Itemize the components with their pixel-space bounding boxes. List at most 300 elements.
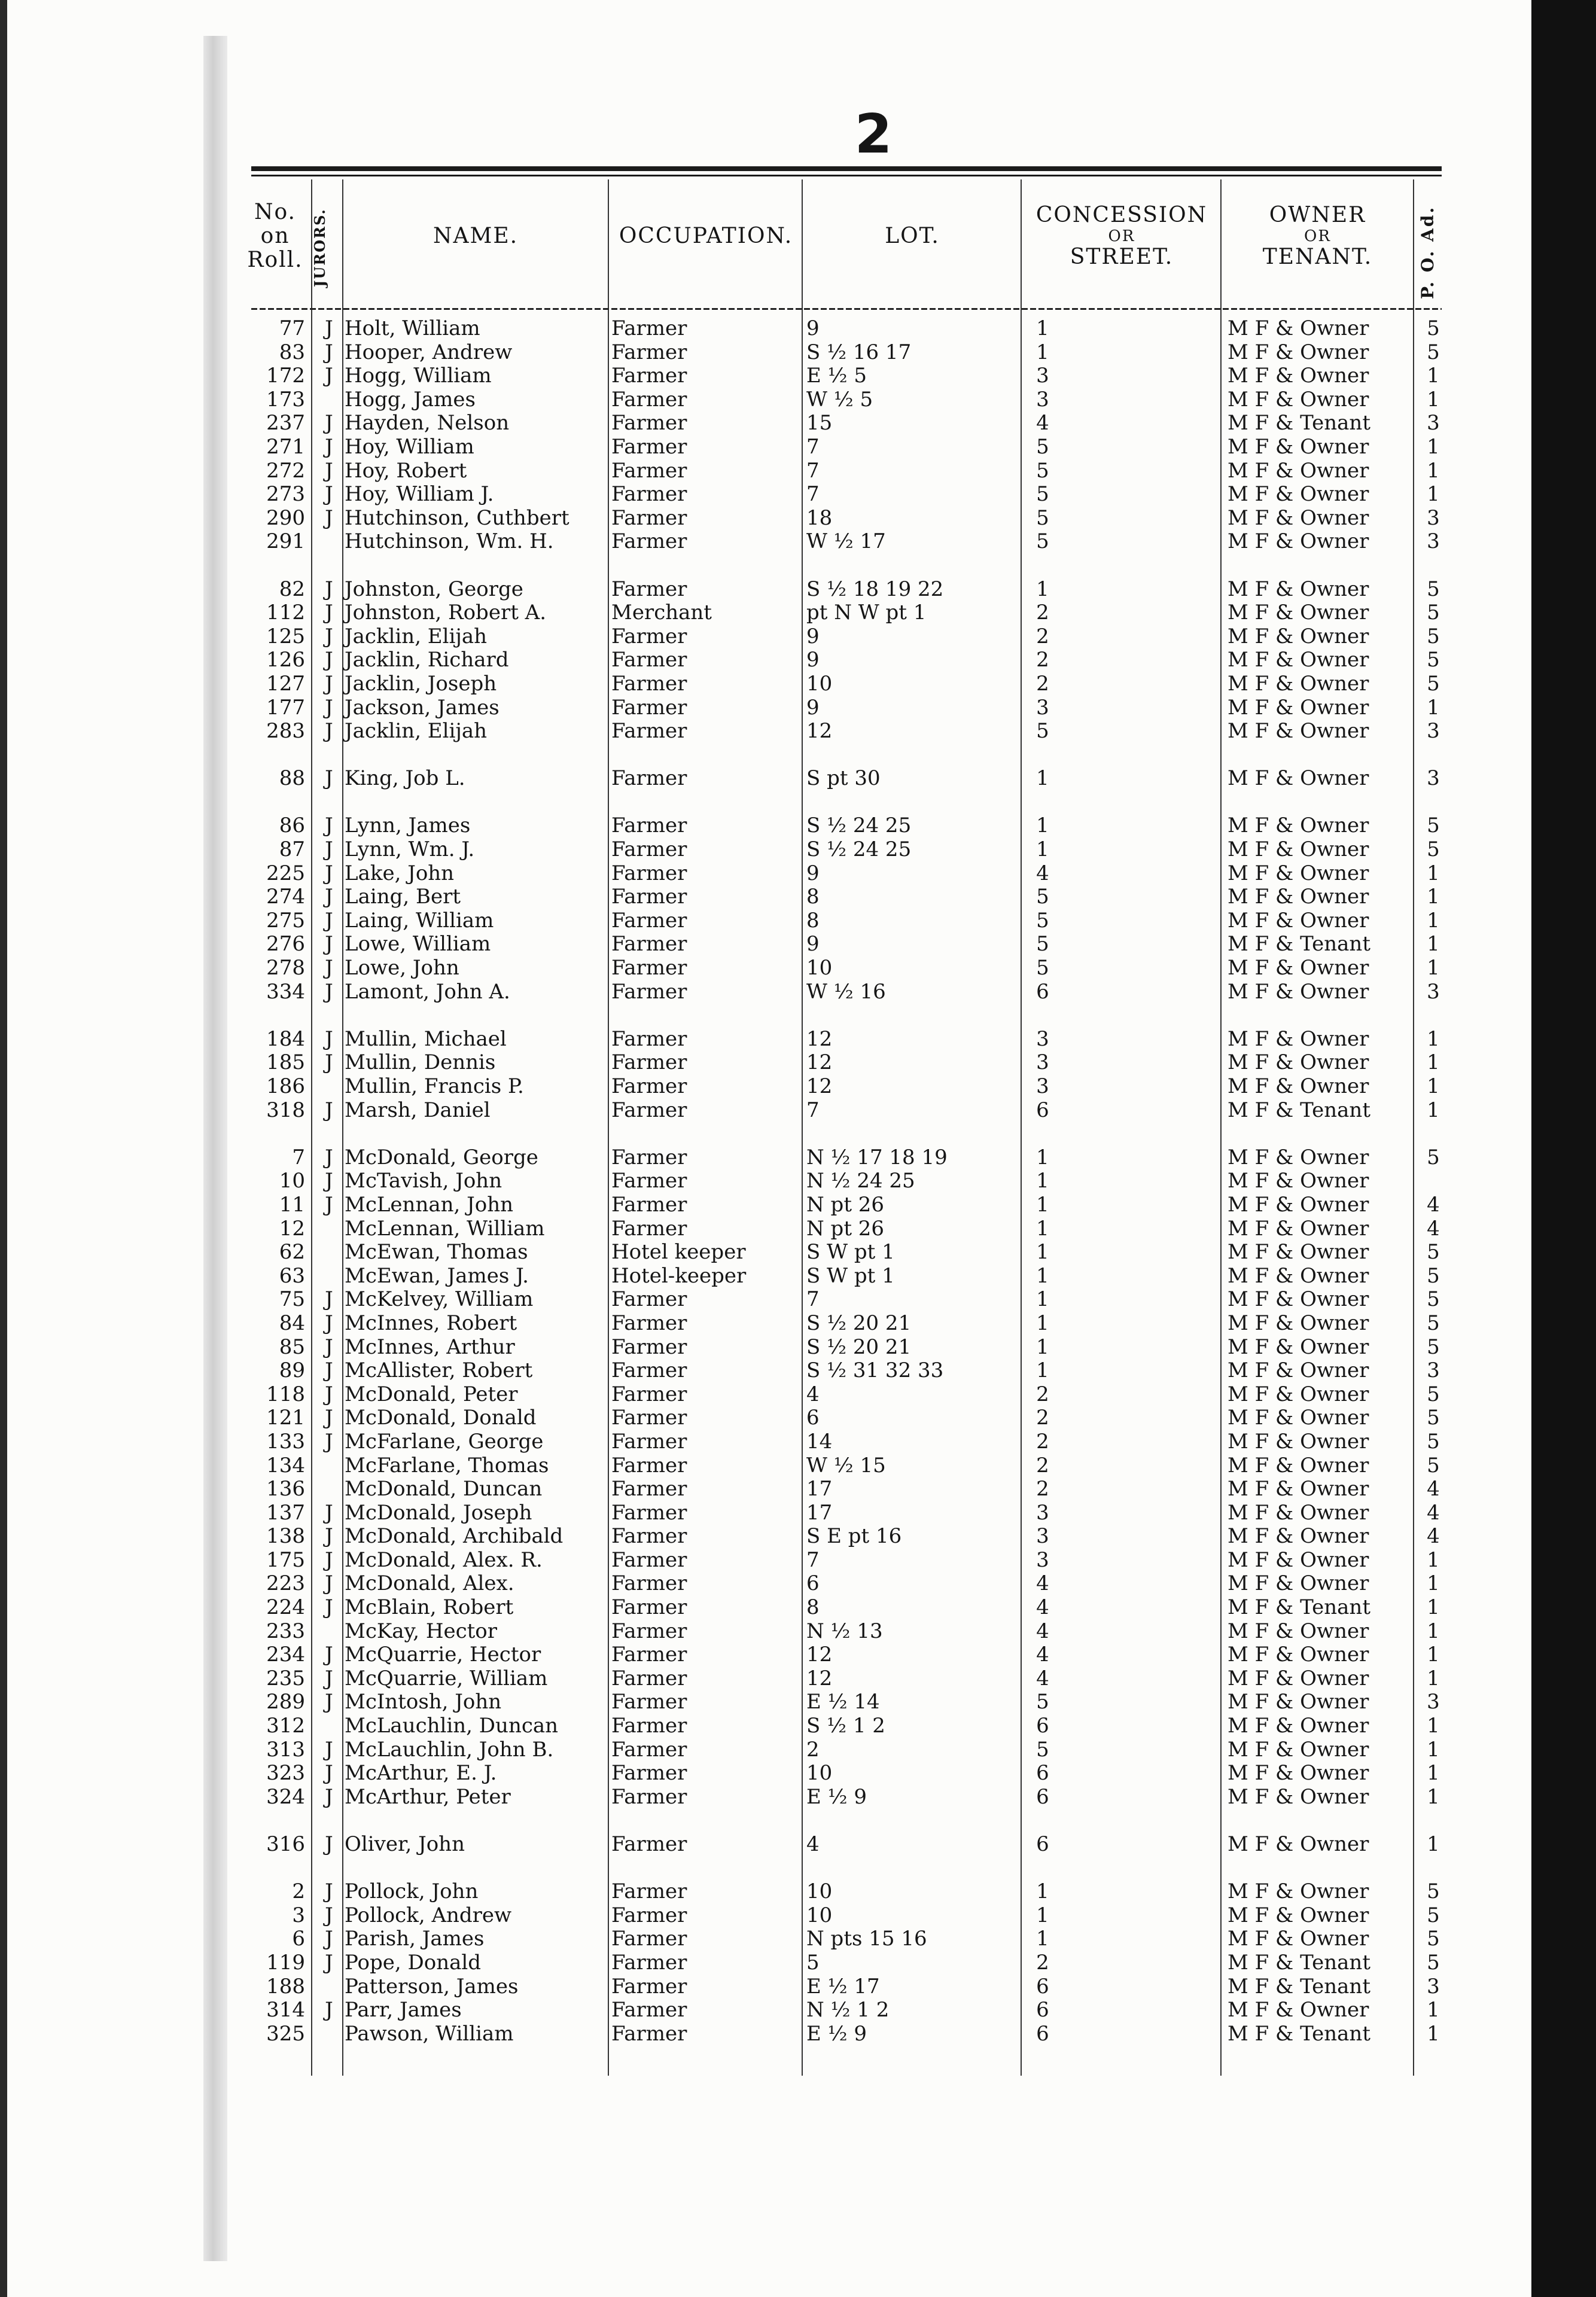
lot: 12 [806, 1666, 833, 1690]
po-address: 1 [1427, 1761, 1440, 1786]
lot: 7 [806, 1547, 820, 1572]
lot: W ½ 15 [806, 1453, 886, 1477]
po-address: 5 [1427, 340, 1440, 364]
concession: 6 [1036, 2021, 1049, 2046]
page-number: 2 [854, 103, 893, 166]
juror-mark: J [325, 411, 333, 435]
person-name: Marsh, Daniel [345, 1098, 491, 1122]
person-name: Lynn, James [345, 814, 471, 838]
person-name: Oliver, John [345, 1832, 465, 1856]
roll-number: 316 [266, 1832, 305, 1856]
row-spacer [0, 554, 1531, 578]
roll-number: 77 [279, 316, 305, 340]
occupation: Farmer [611, 885, 687, 909]
table-row [0, 1738, 1531, 1762]
roll-number: 324 [266, 1784, 305, 1809]
occupation: Farmer [611, 1287, 687, 1312]
roll-number: 11 [279, 1192, 305, 1217]
po-address: 1 [1427, 387, 1440, 412]
header-lot: LOT. [885, 224, 940, 248]
juror-mark: J [325, 1547, 333, 1572]
header-name: NAME. [432, 224, 519, 248]
table-row [0, 1241, 1531, 1265]
person-name: Lowe, William [345, 932, 491, 956]
roll-number: 275 [266, 908, 305, 933]
table-row [0, 1786, 1531, 1809]
occupation: Farmer [611, 364, 687, 388]
roll-number: 273 [266, 482, 305, 507]
po-address: 3 [1427, 1690, 1440, 1714]
roll-number: 112 [266, 601, 305, 625]
occupation: Farmer [611, 908, 687, 933]
occupation: Farmer [611, 1382, 687, 1406]
occupation: Farmer [611, 671, 687, 696]
occupation: Farmer [611, 1714, 687, 1738]
lot: S ½ 18 19 22 [806, 577, 944, 601]
header-po-address: P. O. Ad. [1418, 205, 1437, 299]
roll-number: 185 [266, 1050, 305, 1075]
lot: S ½ 24 25 [806, 814, 912, 838]
concession: 5 [1036, 885, 1049, 909]
person-name: Hutchinson, Wm. H. [345, 529, 554, 554]
po-address: 5 [1427, 601, 1440, 625]
lot: S ½ 31 32 33 [806, 1358, 944, 1383]
person-name: McInnes, Arthur [345, 1335, 515, 1359]
owner-status: M F & Owner [1228, 1074, 1369, 1098]
occupation: Farmer [611, 1477, 687, 1501]
owner-status: M F & Owner [1228, 1335, 1369, 1359]
roll-number: 63 [279, 1263, 305, 1288]
po-address: 1 [1427, 1737, 1440, 1762]
owner-status: M F & Owner [1228, 1927, 1369, 1951]
concession: 5 [1036, 1737, 1049, 1762]
po-address: 5 [1427, 1240, 1440, 1265]
occupation: Farmer [611, 1026, 687, 1051]
person-name: McInnes, Robert [345, 1311, 517, 1335]
concession: 1 [1036, 1216, 1049, 1241]
table-row [0, 1762, 1531, 1786]
roll-number: 6 [292, 1927, 305, 1951]
owner-status: M F & Owner [1228, 766, 1369, 791]
owner-status: M F & Owner [1228, 1311, 1369, 1335]
concession: 3 [1036, 387, 1049, 412]
table-row [0, 1596, 1531, 1620]
owner-status: M F & Owner [1228, 364, 1369, 388]
juror-mark: J [325, 1026, 333, 1051]
juror-mark: J [325, 577, 333, 601]
lot: 17 [806, 1500, 833, 1525]
table-row [0, 980, 1531, 1004]
table-row [0, 483, 1531, 507]
roll-number: 75 [279, 1287, 305, 1312]
roll-table [0, 317, 1531, 2046]
juror-mark: J [325, 671, 333, 696]
po-address: 1 [1427, 2021, 1440, 2046]
lot: W ½ 17 [806, 529, 886, 554]
table-row [0, 862, 1531, 886]
lot: N ½ 17 18 19 [806, 1145, 948, 1169]
po-address: 1 [1427, 908, 1440, 933]
row-spacer [0, 744, 1531, 767]
juror-mark: J [325, 364, 333, 388]
lot: S ½ 20 21 [806, 1335, 912, 1359]
juror-mark: J [325, 1429, 333, 1454]
owner-status: M F & Owner [1228, 505, 1369, 530]
po-address: 1 [1427, 861, 1440, 885]
po-address: 5 [1427, 1453, 1440, 1477]
owner-status: M F & Owner [1228, 340, 1369, 364]
lot: 6 [806, 1406, 820, 1430]
roll-number: 133 [266, 1429, 305, 1454]
lot: 8 [806, 1595, 820, 1620]
juror-mark: J [325, 1406, 333, 1430]
juror-mark: J [325, 766, 333, 791]
person-name: Jacklin, Elijah [345, 719, 488, 744]
header-concession: CONCESSION OR STREET. [1035, 203, 1208, 269]
lot: 9 [806, 316, 820, 340]
lot: 14 [806, 1429, 833, 1454]
roll-number: 84 [279, 1311, 305, 1335]
occupation: Farmer [611, 1974, 687, 1999]
table-row [0, 1904, 1531, 1928]
table-row [0, 933, 1531, 956]
concession: 2 [1036, 1406, 1049, 1430]
table-row [0, 2022, 1531, 2046]
concession: 2 [1036, 624, 1049, 648]
occupation: Farmer [611, 956, 687, 980]
person-name: McDonald, Alex. R. [345, 1547, 543, 1572]
owner-status: M F & Owner [1228, 1026, 1369, 1051]
table-row [0, 1549, 1531, 1573]
roll-number: 334 [266, 979, 305, 1004]
lot: 2 [806, 1737, 820, 1762]
roll-number: 272 [266, 458, 305, 483]
roll-number: 83 [279, 340, 305, 364]
table-row [0, 1454, 1531, 1478]
lot: 4 [806, 1832, 820, 1856]
po-address: 1 [1427, 1643, 1440, 1667]
table-row [0, 1667, 1531, 1691]
lot: S ½ 24 25 [806, 837, 912, 862]
table-row [0, 1312, 1531, 1336]
person-name: Lowe, John [345, 956, 459, 980]
roll-number: 323 [266, 1761, 305, 1786]
person-name: McDonald, George [345, 1145, 538, 1169]
lot: E ½ 9 [806, 2021, 867, 2046]
concession: 1 [1036, 814, 1049, 838]
lot: 8 [806, 908, 820, 933]
person-name: Parr, James [345, 1998, 462, 2022]
po-address: 1 [1427, 1998, 1440, 2022]
owner-status: M F & Tenant [1228, 1098, 1370, 1122]
table-row [0, 1643, 1531, 1667]
juror-mark: J [325, 1524, 333, 1549]
header-jurors: JURORS. [311, 208, 328, 287]
po-address: 3 [1427, 1974, 1440, 1999]
concession: 1 [1036, 1287, 1049, 1312]
concession: 1 [1036, 1903, 1049, 1927]
person-name: McQuarrie, William [345, 1666, 548, 1690]
po-address: 1 [1427, 1714, 1440, 1738]
roll-number: 274 [266, 885, 305, 909]
person-name: McLauchlin, Duncan [345, 1714, 559, 1738]
roll-number: 283 [266, 719, 305, 744]
concession: 5 [1036, 932, 1049, 956]
roll-number: 318 [266, 1098, 305, 1122]
juror-mark: J [325, 1287, 333, 1312]
lot: 12 [806, 1050, 833, 1075]
person-name: Laing, William [345, 908, 494, 933]
table-row [0, 1028, 1531, 1052]
lot: E ½ 17 [806, 1974, 880, 1999]
person-name: McFarlane, Thomas [345, 1453, 549, 1477]
roll-number: 126 [266, 648, 305, 672]
juror-mark: J [325, 648, 333, 672]
juror-mark: J [325, 1098, 333, 1122]
po-address: 1 [1427, 1547, 1440, 1572]
person-name: McLennan, John [345, 1192, 514, 1217]
concession: 3 [1036, 1026, 1049, 1051]
lot: S E pt 16 [806, 1524, 902, 1549]
concession: 2 [1036, 1453, 1049, 1477]
lot: 10 [806, 956, 833, 980]
occupation: Farmer [611, 932, 687, 956]
concession: 3 [1036, 1500, 1049, 1525]
lot: 10 [806, 1879, 833, 1904]
juror-mark: J [325, 482, 333, 507]
po-address: 3 [1427, 529, 1440, 554]
po-address: 1 [1427, 932, 1440, 956]
juror-mark: J [325, 1500, 333, 1525]
lot: 7 [806, 434, 820, 459]
roll-number: 137 [266, 1500, 305, 1525]
owner-status: M F & Owner [1228, 1050, 1369, 1075]
occupation: Farmer [611, 1547, 687, 1572]
po-address: 3 [1427, 979, 1440, 1004]
owner-status: M F & Owner [1228, 1998, 1369, 2022]
header-rule [251, 308, 1442, 310]
owner-status: M F & Owner [1228, 1784, 1369, 1809]
roll-number: 237 [266, 411, 305, 435]
po-address: 5 [1427, 1335, 1440, 1359]
roll-number: 314 [266, 1998, 305, 2022]
owner-status: M F & Owner [1228, 908, 1369, 933]
table-row [0, 1525, 1531, 1549]
po-address: 1 [1427, 1026, 1440, 1051]
table-row [0, 1217, 1531, 1241]
row-spacer [0, 1857, 1531, 1881]
po-address: 1 [1427, 1619, 1440, 1643]
owner-status: M F & Tenant [1228, 1595, 1370, 1620]
table-row [0, 1620, 1531, 1644]
occupation: Farmer [611, 1761, 687, 1786]
owner-status: M F & Owner [1228, 1358, 1369, 1383]
occupation: Farmer [611, 1500, 687, 1525]
roll-number: 118 [266, 1382, 305, 1406]
owner-status: M F & Tenant [1228, 1974, 1370, 1999]
occupation: Farmer [611, 505, 687, 530]
concession: 1 [1036, 1192, 1049, 1217]
juror-mark: J [325, 1998, 333, 2022]
occupation: Farmer [611, 1903, 687, 1927]
lot: pt N W pt 1 [806, 601, 927, 625]
lot: S ½ 20 21 [806, 1311, 912, 1335]
roll-number: 85 [279, 1335, 305, 1359]
occupation: Merchant [611, 601, 712, 625]
owner-status: M F & Owner [1228, 861, 1369, 885]
owner-status: M F & Owner [1228, 695, 1369, 720]
juror-mark: J [325, 1832, 333, 1856]
owner-status: M F & Owner [1228, 1547, 1369, 1572]
roll-number: 312 [266, 1714, 305, 1738]
lot: 6 [806, 1571, 820, 1596]
owner-status: M F & Tenant [1228, 1950, 1370, 1975]
concession: 3 [1036, 1524, 1049, 1549]
lot: S W pt 1 [806, 1263, 895, 1288]
concession: 6 [1036, 1761, 1049, 1786]
owner-status: M F & Tenant [1228, 2021, 1370, 2046]
lot: 12 [806, 719, 833, 744]
row-spacer [0, 1004, 1531, 1028]
table-row [0, 1359, 1531, 1383]
roll-number: 136 [266, 1477, 305, 1501]
table-row [0, 1572, 1531, 1596]
roll-number: 2 [292, 1879, 305, 1904]
juror-mark: J [325, 601, 333, 625]
table-row [0, 435, 1531, 459]
person-name: Jacklin, Richard [345, 648, 509, 672]
table-row [0, 388, 1531, 412]
table-row [0, 1169, 1531, 1193]
person-name: Mullin, Francis P. [345, 1074, 524, 1098]
roll-number: 86 [279, 814, 305, 838]
owner-status: M F & Owner [1228, 1429, 1369, 1454]
concession: 3 [1036, 364, 1049, 388]
occupation: Farmer [611, 411, 687, 435]
occupation: Farmer [611, 814, 687, 838]
juror-mark: J [325, 719, 333, 744]
owner-status: M F & Owner [1228, 1192, 1369, 1217]
table-row [0, 909, 1531, 933]
person-name: Hoy, William [345, 434, 474, 459]
concession: 4 [1036, 1595, 1049, 1620]
person-name: Jacklin, Joseph [345, 671, 497, 696]
lot: 10 [806, 671, 833, 696]
owner-status: M F & Owner [1228, 1761, 1369, 1786]
juror-mark: J [325, 1335, 333, 1359]
row-spacer [0, 1122, 1531, 1146]
concession: 1 [1036, 1240, 1049, 1265]
occupation: Farmer [611, 1098, 687, 1122]
juror-mark: J [325, 1643, 333, 1667]
occupation: Farmer [611, 1311, 687, 1335]
occupation: Farmer [611, 766, 687, 791]
table-row [0, 412, 1531, 435]
po-address: 5 [1427, 814, 1440, 838]
lot: E ½ 14 [806, 1690, 880, 1714]
occupation: Farmer [611, 1927, 687, 1951]
person-name: Lynn, Wm. J. [345, 837, 475, 862]
lot: W ½ 5 [806, 387, 873, 412]
juror-mark: J [325, 1311, 333, 1335]
table-row [0, 317, 1531, 341]
occupation: Farmer [611, 1050, 687, 1075]
lot: 12 [806, 1074, 833, 1098]
concession: 6 [1036, 1784, 1049, 1809]
roll-number: 121 [266, 1406, 305, 1430]
table-row [0, 956, 1531, 980]
occupation: Farmer [611, 1879, 687, 1904]
roll-number: 278 [266, 956, 305, 980]
po-address: 4 [1427, 1477, 1440, 1501]
occupation: Farmer [611, 1074, 687, 1098]
lot: N pts 15 16 [806, 1927, 927, 1951]
po-address: 1 [1427, 364, 1440, 388]
person-name: Pope, Donald [345, 1950, 482, 1975]
person-name: McKay, Hector [345, 1619, 498, 1643]
po-address: 1 [1427, 1571, 1440, 1596]
roll-number: 224 [266, 1595, 305, 1620]
roll-number: 173 [266, 387, 305, 412]
person-name: Johnston, Robert A. [345, 601, 547, 625]
owner-status: M F & Owner [1228, 601, 1369, 625]
lot: 9 [806, 932, 820, 956]
po-address: 5 [1427, 671, 1440, 696]
owner-status: M F & Owner [1228, 814, 1369, 838]
occupation: Hotel keeper [611, 1240, 746, 1265]
po-address: 5 [1427, 1927, 1440, 1951]
po-address: 5 [1427, 1903, 1440, 1927]
concession: 6 [1036, 1098, 1049, 1122]
person-name: McDonald, Duncan [345, 1477, 543, 1501]
juror-mark: J [325, 316, 333, 340]
concession: 4 [1036, 861, 1049, 885]
occupation: Farmer [611, 1666, 687, 1690]
juror-mark: J [325, 1690, 333, 1714]
roll-number: 186 [266, 1074, 305, 1098]
po-address: 1 [1427, 1666, 1440, 1690]
owner-status: M F & Owner [1228, 1690, 1369, 1714]
concession: 4 [1036, 411, 1049, 435]
occupation: Farmer [611, 1335, 687, 1359]
po-address: 5 [1427, 624, 1440, 648]
person-name: McDonald, Joseph [345, 1500, 532, 1525]
po-address: 3 [1427, 411, 1440, 435]
owner-status: M F & Owner [1228, 1477, 1369, 1501]
juror-mark: J [325, 1879, 333, 1904]
lot: N ½ 24 25 [806, 1169, 915, 1193]
person-name: Hooper, Andrew [345, 340, 513, 364]
top-rule [251, 166, 1442, 171]
person-name: Hoy, Robert [345, 458, 467, 483]
lot: S W pt 1 [806, 1240, 895, 1265]
roll-number: 325 [266, 2021, 305, 2046]
po-address: 5 [1427, 577, 1440, 601]
juror-mark: J [325, 340, 333, 364]
roll-number: 291 [266, 529, 305, 554]
lot: 7 [806, 482, 820, 507]
roll-number: 235 [266, 1666, 305, 1690]
juror-mark: J [325, 1169, 333, 1193]
juror-mark: J [325, 1192, 333, 1217]
juror-mark: J [325, 1666, 333, 1690]
po-address: 1 [1427, 1098, 1440, 1122]
table-row [0, 1951, 1531, 1975]
concession: 4 [1036, 1666, 1049, 1690]
table-row [0, 1265, 1531, 1288]
concession: 3 [1036, 695, 1049, 720]
concession: 6 [1036, 1998, 1049, 2022]
